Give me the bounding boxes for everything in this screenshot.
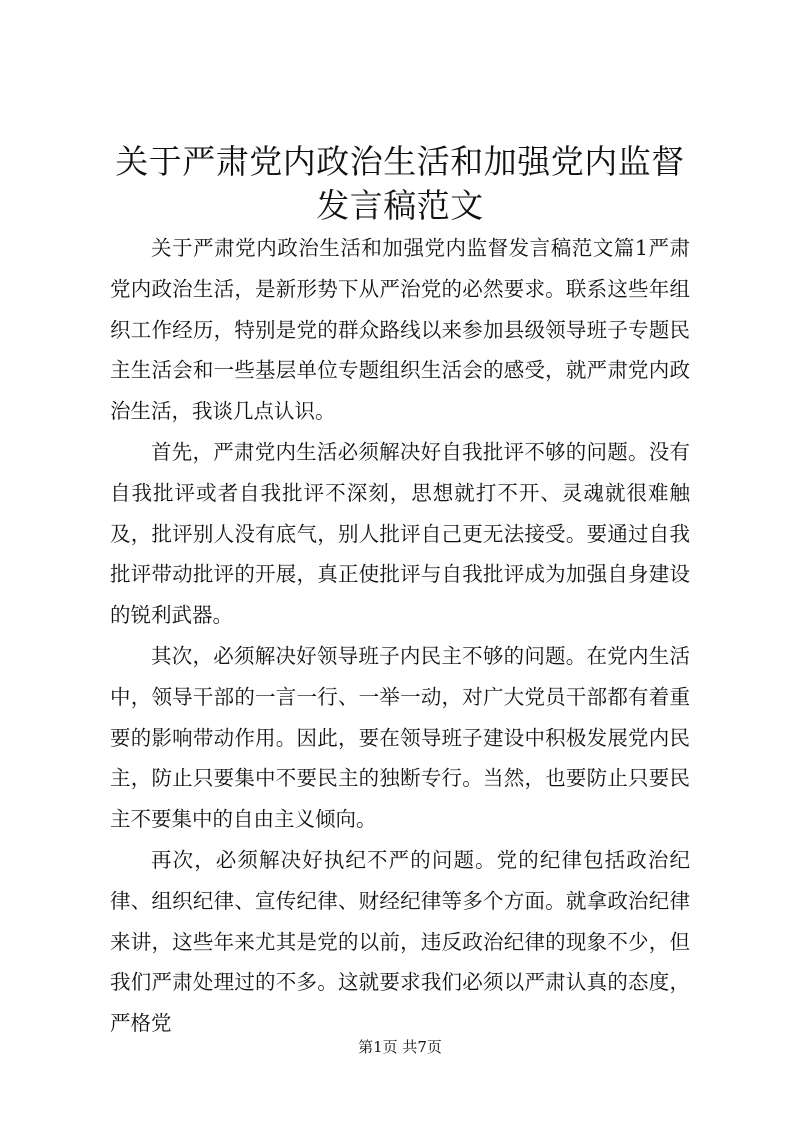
paragraph-1: 关于严肃党内政治生活和加强党内监督发言稿范文篇1严肃党内政治生活，是新形势下从严治党的必然要求。联系这些年组织工作经历，特别是党的群众路线以来参加县级领导班子专题民主生活会和一些基层单位专题组织生活会的感受，就严肃党内政治生活，我谈几点认识。	[110, 236, 690, 424]
paragraph-2: 首先，严肃党内生活必须解决好自我批评不够的问题。没有自我批评或者自我批评不深刻，思想就打不开、灵魂就很难触及，批评别人没有底气，别人批评自己更无法接受。要通过自我批评带动批评的开展，真正使批评与自我批评成为加强自身建设的锐利武器。	[110, 439, 690, 628]
document-title: 关于严肃党内政治生活和加强党内监督发言稿范文	[115, 142, 685, 225]
paragraph-3: 其次，必须解决好领导班子内民主不够的问题。在党内生活中，领导干部的一言一行、一举一动，对广大党员干部都有着重要的影响带动作用。因此，要在领导班子建设中积极发展党内民主，防止只要集中不要民主的独断专行。当然，也要防止只要民主不要集中的自由主义倾向。	[110, 643, 690, 832]
paragraph-4: 再次，必须解决好执纪不严的问题。党的纪律包括政治纪律、组织纪律、宣传纪律、财经纪律等多个方面。就拿政治纪律来讲，这些年来尤其是党的以前，违反政治纪律的现象不少，但我们严肃处理过的不多。这就要求我们必须以严肃认真的态度，严格党	[110, 847, 690, 1036]
document-body	[110, 228, 690, 1044]
page-number-footer: 第1页 共7页	[358, 1038, 442, 1056]
